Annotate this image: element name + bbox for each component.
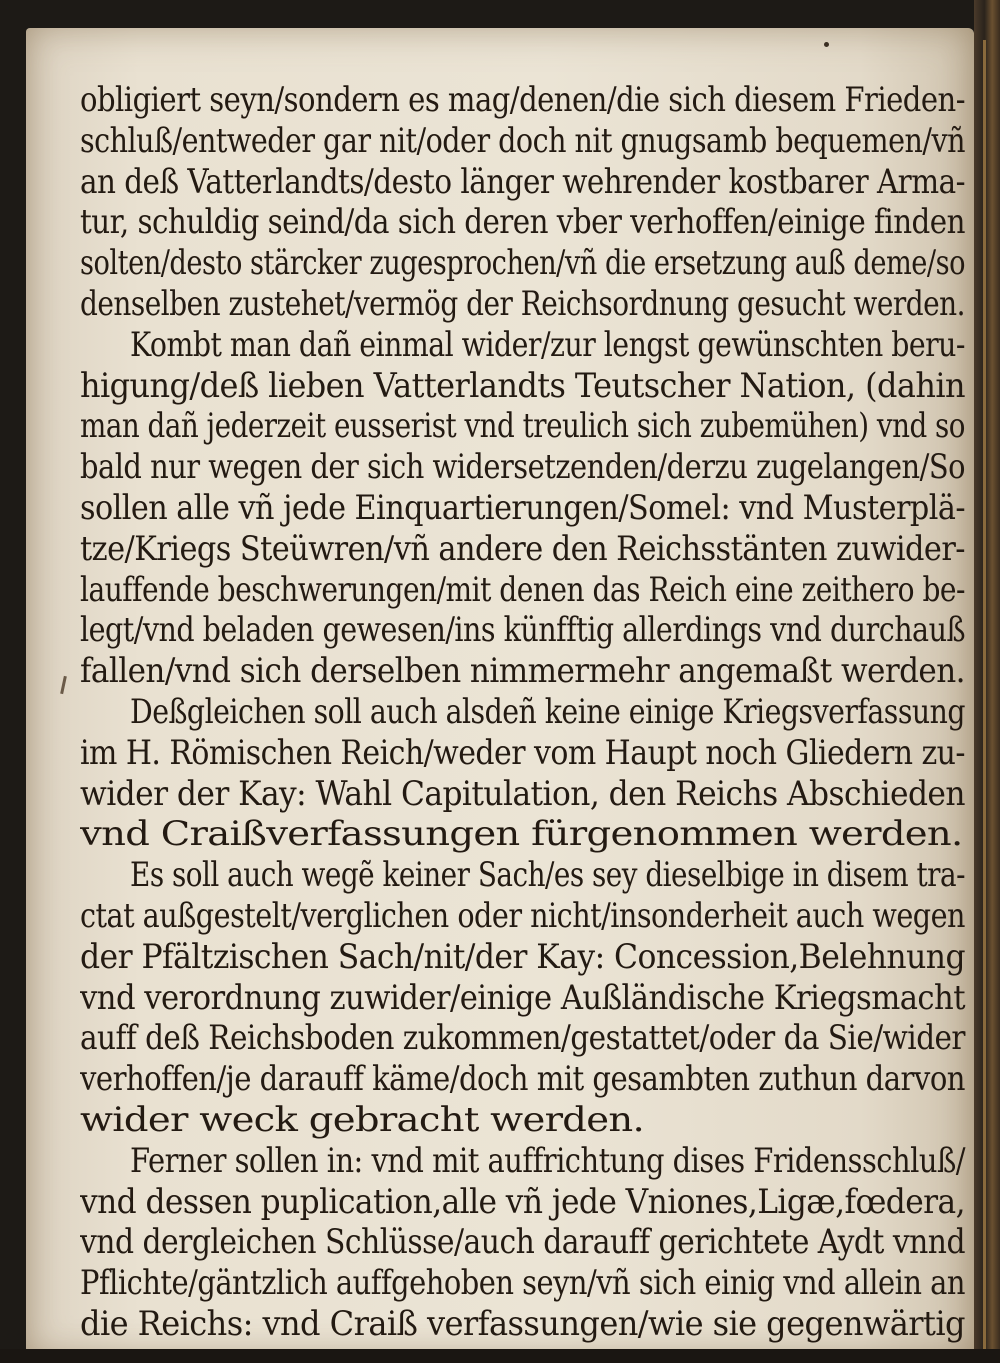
text-line: denselben zustehet/vermög der Reichsordnung gesucht werden. bbox=[80, 283, 965, 323]
text-line: higung/deß lieben Vatterlandts Teutscher Nation, (dahin bbox=[80, 365, 965, 405]
spine-stripe bbox=[983, 40, 986, 1353]
text-line: an deß Vatterlandts/desto länger wehrender kostbarer Arma- bbox=[80, 161, 965, 201]
text-line: auff deß Reichsboden zukommen/gestattet/oder da Sie/wider bbox=[80, 1018, 965, 1058]
text-line: vnd dessen puplication,alle vñ jede Vniones,Ligæ,fœdera, bbox=[80, 1181, 965, 1221]
paragraph-start-line: Deßgleichen soll auch alsdeñ keine einige Kriegsverfassung bbox=[130, 691, 965, 731]
text-line: sollen alle vñ jede Einquartierungen/Somel: vnd Musterplä- bbox=[80, 487, 965, 527]
book-spine-edge bbox=[974, 0, 1000, 1363]
bottom-shadow bbox=[0, 1349, 1000, 1363]
text-line: bald nur wegen der sich widersetzenden/derzu zugelangen/So bbox=[80, 447, 965, 487]
paragraph-start-line: Ferner sollen in: vnd mit auffrichtung dises Fridensschluß/ bbox=[130, 1140, 965, 1180]
text-line: legt/vnd beladen gewesen/ins künfftig allerdings vnd durchauß bbox=[80, 610, 965, 650]
text-line: vnd verordnung zuwider/einige Außländische Kriegsmacht bbox=[80, 977, 965, 1017]
text-line: vnd Craißverfassungen fürgenommen werden. bbox=[80, 814, 963, 854]
text-line: lauffende beschwerungen/mit denen das Reich eine zeithero be- bbox=[80, 569, 965, 609]
text-line: solten/desto stärcker zugesprochen/vñ die ersetzung auß deme/so bbox=[80, 243, 965, 283]
text-line: verhoffen/je darauff käme/doch mit gesambten zuthun darvon bbox=[80, 1059, 965, 1099]
text-line: tur, schuldig seind/da sich deren vber verhoffen/einige finden bbox=[80, 202, 965, 242]
text-line: wider der Kay: Wahl Capitulation, den Reichs Abschieden bbox=[80, 773, 965, 813]
paragraph-start-line: Es soll auch wegẽ keiner Sach/es sey dieselbige in disem tra- bbox=[130, 855, 965, 895]
ink-spot bbox=[824, 42, 829, 47]
text-line: tze/Kriegs Steüwren/vñ andere den Reichsstänten zuwider- bbox=[80, 528, 965, 568]
text-line: man dañ jederzeit eusserist vnd treulich sich zubemühen) vnd so bbox=[80, 406, 966, 446]
text-line: fallen/vnd sich derselben nimmermehr angemaßt werden. bbox=[80, 651, 965, 691]
text-line: schluß/entweder gar nit/oder doch nit gnugsamb bequemen/vñ bbox=[80, 120, 965, 160]
body-text bbox=[80, 80, 968, 1345]
text-line: im H. Römischen Reich/weder vom Haupt noch Gliedern zu- bbox=[80, 732, 965, 772]
paragraph-start-line: Kombt man dañ einmal wider/zur lengst gewünschten beru- bbox=[130, 324, 965, 364]
text-line: der Pfältzischen Sach/nit/der Kay: Concession,Belehnung bbox=[80, 936, 965, 976]
text-line: ctat außgestelt/verglichen oder nicht/insonderheit auch wegen bbox=[80, 895, 965, 935]
text-line: vnd dergleichen Schlüsse/auch darauff gerichtete Aydt vnnd bbox=[80, 1222, 965, 1262]
text-line: obligiert seyn/sondern es mag/denen/die sich diesem Frieden- bbox=[80, 80, 965, 119]
text-line: die Reichs: vnd Craiß verfassungen/wie sie gegenwärtig bbox=[80, 1303, 965, 1343]
text-line: wider weck gebracht werden. bbox=[80, 1099, 645, 1139]
text-line: Pflichte/gäntzlich auffgehoben seyn/vñ sich einig vnd allein an bbox=[80, 1263, 965, 1303]
